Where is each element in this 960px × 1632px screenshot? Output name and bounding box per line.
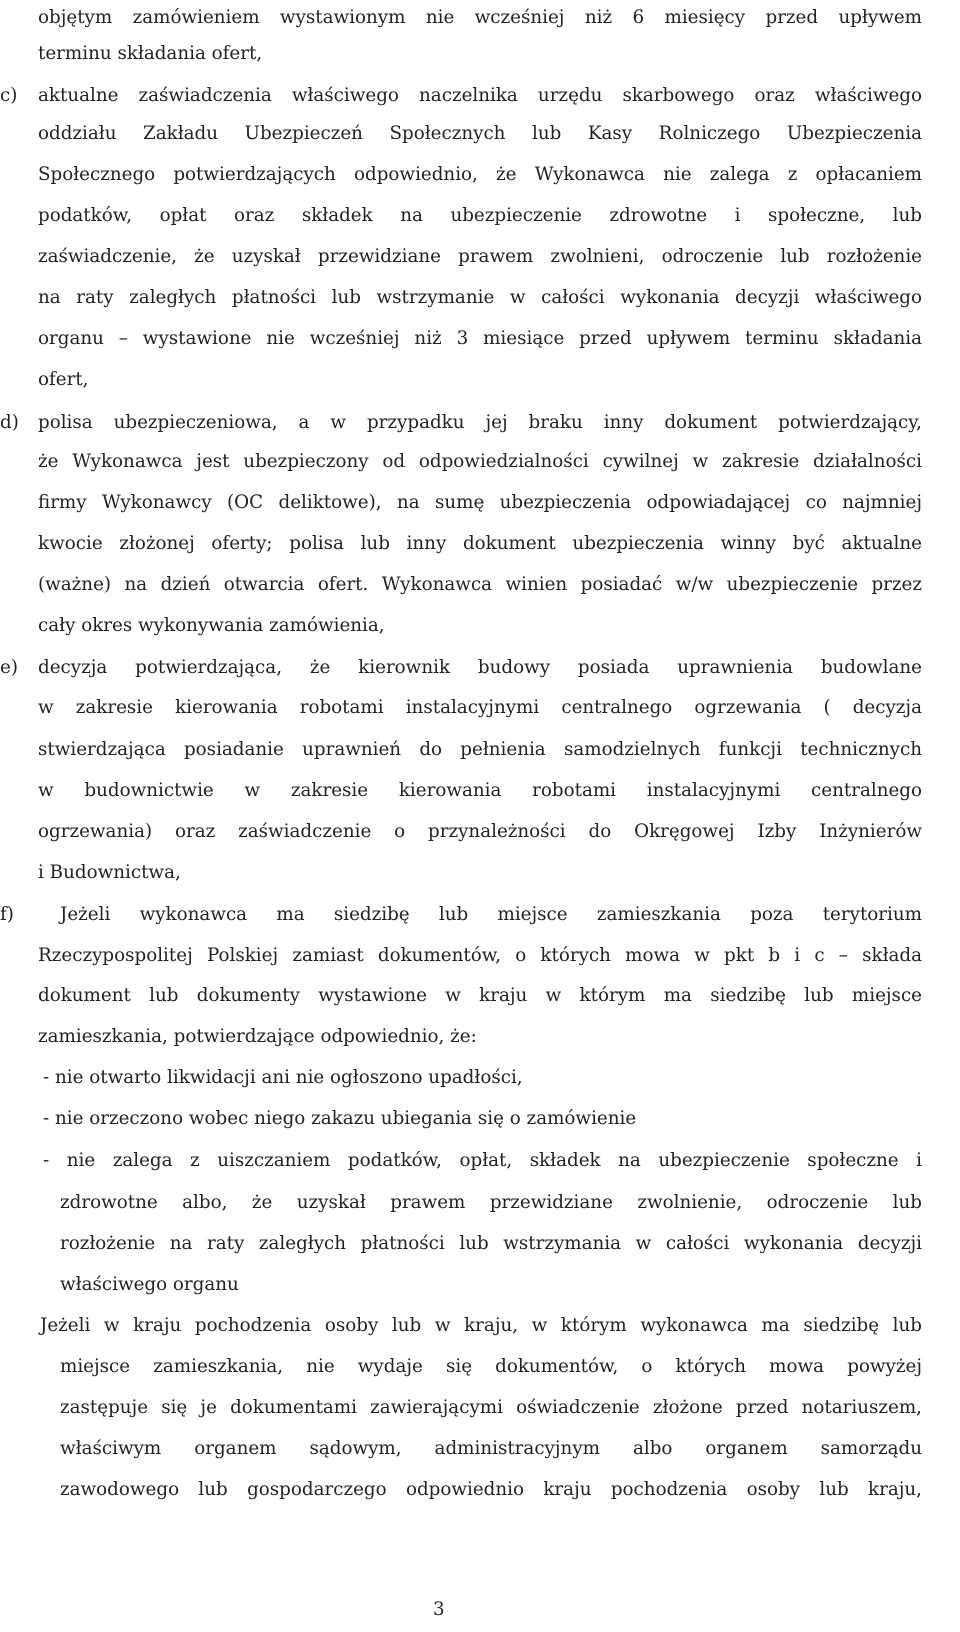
text-line bbox=[0, 814, 960, 850]
line-text: decyzja potwierdzająca, że kierownik budowy posiada uprawnienia budowlane bbox=[38, 657, 922, 678]
list-marker: e) bbox=[0, 657, 18, 678]
text-line bbox=[0, 1349, 960, 1385]
line-text: w budownictwie w zakresie kierowania robotami instalacyjnymi centralnego bbox=[38, 780, 922, 801]
text-line bbox=[0, 239, 960, 275]
line-text: w zakresie kierowania robotami instalacyjnymi centralnego ogrzewania ( decyzja bbox=[38, 697, 922, 718]
text-line bbox=[0, 773, 960, 809]
text-line bbox=[0, 690, 960, 726]
text-line bbox=[0, 362, 960, 398]
line-text: organu – wystawione nie wcześniej niż 3 miesiące przed upływem terminu składania bbox=[38, 328, 922, 349]
line-text: polisa ubezpieczeniowa, a w przypadku jej braku inny dokument potwierdzający, bbox=[38, 412, 922, 433]
list-item-e bbox=[0, 650, 960, 686]
list-item-d bbox=[0, 405, 960, 441]
line-text: aktualne zaświadczenia właściwego naczelnika urzędu skarbowego oraz właściwego bbox=[38, 85, 922, 106]
dash-item bbox=[0, 1101, 960, 1137]
line-text: właściwym organem sądowym, administracyjnym albo organem samorządu bbox=[60, 1438, 922, 1459]
page-number bbox=[0, 1592, 960, 1628]
text-line bbox=[0, 732, 960, 768]
text-line bbox=[0, 938, 960, 974]
text-line bbox=[0, 1019, 960, 1055]
text-line bbox=[0, 855, 960, 891]
line-text: zamieszkania, potwierdzające odpowiednio, że: bbox=[38, 1026, 477, 1047]
text-line bbox=[0, 198, 960, 234]
line-text: ofert, bbox=[38, 369, 89, 390]
text-line bbox=[0, 1390, 960, 1426]
line-text: Jeżeli wykonawca ma siedzibę lub miejsce zamieszkania poza terytorium bbox=[60, 904, 922, 925]
line-text: zdrowotne albo, że uzyskał prawem przewidziane zwolnienie, odroczenie lub bbox=[60, 1192, 922, 1213]
line-text: firmy Wykonawcy (OC deliktowe), na sumę ubezpieczenia odpowiadającej co najmniej bbox=[38, 492, 922, 513]
line-text: miejsce zamieszkania, nie wydaje się dokumentów, o których mowa powyżej bbox=[60, 1356, 922, 1377]
text-line bbox=[0, 444, 960, 480]
line-text: terminu składania ofert, bbox=[38, 43, 263, 64]
line-text: podatków, opłat oraz składek na ubezpieczenie zdrowotne i społeczne, lub bbox=[38, 205, 922, 226]
text-line bbox=[0, 1185, 960, 1221]
line-text: Społecznego potwierdzających odpowiednio, że Wykonawca nie zalega z opłacaniem bbox=[38, 164, 922, 185]
page-number-text: 3 bbox=[433, 1599, 445, 1620]
line-text: na raty zaległych płatności lub wstrzymanie w całości wykonania decyzji właściwego bbox=[38, 287, 922, 308]
line-text: dokument lub dokumenty wystawione w kraju w którym ma siedzibę lub miejsce bbox=[38, 985, 922, 1006]
line-text: kwocie złożonej oferty; polisa lub inny dokument ubezpieczenia winny być aktualne bbox=[38, 533, 922, 554]
text-line bbox=[0, 36, 960, 72]
text-line bbox=[0, 1472, 960, 1508]
line-text: zaświadczenie, że uzyskał przewidziane prawem zwolnieni, odroczenie lub rozłożenie bbox=[38, 246, 922, 267]
line-text: stwierdzająca posiadanie uprawnień do pełnienia samodzielnych funkcji technicznych bbox=[38, 739, 922, 760]
text-line bbox=[0, 280, 960, 316]
text-line bbox=[0, 1431, 960, 1467]
text-line bbox=[0, 157, 960, 193]
line-text: że Wykonawca jest ubezpieczony od odpowiedzialności cywilnej w zakresie działalności bbox=[38, 451, 922, 472]
text-line bbox=[0, 1267, 960, 1303]
line-text: objętym zamówieniem wystawionym nie wcześniej niż 6 miesięcy przed upływem bbox=[38, 7, 922, 28]
text-line bbox=[0, 526, 960, 562]
line-text: - nie zalega z uiszczaniem podatków, opłat, składek na ubezpieczenie społeczne i bbox=[43, 1150, 922, 1171]
line-text: Rzeczypospolitej Polskiej zamiast dokumentów, o których mowa w pkt b i c – składa bbox=[38, 945, 922, 966]
text-line bbox=[0, 1226, 960, 1262]
text-line bbox=[0, 567, 960, 603]
line-text: zastępuje się je dokumentami zawierającymi oświadczenie złożone przed notariuszem, bbox=[60, 1397, 922, 1418]
text-line bbox=[0, 608, 960, 644]
line-text: Jeżeli w kraju pochodzenia osoby lub w kraju, w którym wykonawca ma siedzibę lub bbox=[40, 1315, 922, 1336]
line-text: rozłożenie na raty zaległych płatności lub wstrzymania w całości wykonania decyzji bbox=[60, 1233, 922, 1254]
list-marker: f) bbox=[0, 904, 14, 925]
list-item-f bbox=[0, 897, 960, 933]
line-text: zawodowego lub gospodarczego odpowiednio kraju pochodzenia osoby lub kraju, bbox=[60, 1479, 922, 1500]
text-line bbox=[0, 321, 960, 357]
line-text: właściwego organu bbox=[60, 1274, 239, 1295]
text-line bbox=[0, 0, 960, 36]
line-text: (ważne) na dzień otwarcia ofert. Wykonawca winien posiadać w/w ubezpieczenie przez bbox=[38, 574, 922, 595]
list-item-c bbox=[0, 78, 960, 114]
dash-item bbox=[0, 1060, 960, 1096]
text-line bbox=[0, 116, 960, 152]
list-marker: d) bbox=[0, 412, 19, 433]
line-text: cały okres wykonywania zamówienia, bbox=[38, 615, 385, 636]
text-line bbox=[0, 978, 960, 1014]
line-text: i Budownictwa, bbox=[38, 862, 181, 883]
dash-item bbox=[0, 1143, 960, 1179]
text-line bbox=[0, 1308, 960, 1344]
line-text: - nie orzeczono wobec niego zakazu ubiegania się o zamówienie bbox=[43, 1108, 637, 1129]
line-text: oddziału Zakładu Ubezpieczeń Społecznych lub Kasy Rolniczego Ubezpieczenia bbox=[38, 123, 922, 144]
list-marker: c) bbox=[0, 85, 18, 106]
text-line bbox=[0, 485, 960, 521]
line-text: - nie otwarto likwidacji ani nie ogłoszono upadłości, bbox=[43, 1067, 523, 1088]
line-text: ogrzewania) oraz zaświadczenie o przynależności do Okręgowej Izby Inżynierów bbox=[38, 821, 922, 842]
